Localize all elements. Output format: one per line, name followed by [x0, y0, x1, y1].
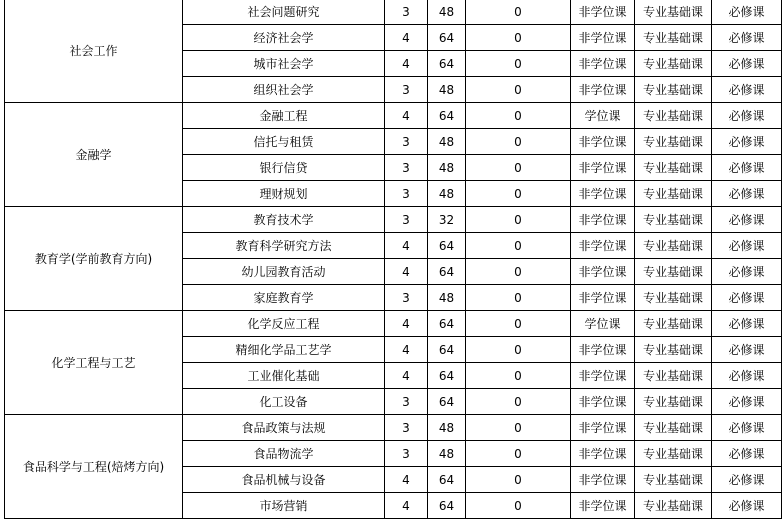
hours-cell: 64 — [428, 311, 466, 337]
requirement-cell: 必修课 — [712, 441, 782, 467]
requirement-cell: 必修课 — [712, 129, 782, 155]
major-name-cell: 社会工作 — [5, 0, 183, 103]
degree-type-cell: 非学位课 — [571, 415, 635, 441]
course-name-cell: 食品政策与法规 — [183, 415, 385, 441]
course-category-cell: 专业基础课 — [635, 51, 712, 77]
major-name-cell: 食品科学与工程(焙烤方向) — [5, 415, 183, 519]
degree-type-cell: 非学位课 — [571, 259, 635, 285]
degree-type-cell: 非学位课 — [571, 155, 635, 181]
requirement-cell: 必修课 — [712, 207, 782, 233]
course-category-cell: 专业基础课 — [635, 0, 712, 25]
credits-cell: 4 — [385, 25, 428, 51]
requirement-cell: 必修课 — [712, 389, 782, 415]
requirement-cell: 必修课 — [712, 51, 782, 77]
credits-cell: 4 — [385, 363, 428, 389]
degree-type-cell: 非学位课 — [571, 25, 635, 51]
course-category-cell: 专业基础课 — [635, 467, 712, 493]
course-name-cell: 化工设备 — [183, 389, 385, 415]
degree-type-cell: 非学位课 — [571, 493, 635, 519]
requirement-cell: 必修课 — [712, 155, 782, 181]
course-category-cell: 专业基础课 — [635, 207, 712, 233]
practice-hours-cell: 0 — [466, 207, 571, 233]
credits-cell: 3 — [385, 155, 428, 181]
credits-cell: 4 — [385, 233, 428, 259]
credits-cell: 4 — [385, 467, 428, 493]
practice-hours-cell: 0 — [466, 25, 571, 51]
credits-cell: 3 — [385, 77, 428, 103]
credits-cell: 3 — [385, 441, 428, 467]
hours-cell: 48 — [428, 0, 466, 25]
hours-cell: 64 — [428, 467, 466, 493]
course-category-cell: 专业基础课 — [635, 285, 712, 311]
hours-cell: 48 — [428, 77, 466, 103]
course-name-cell: 家庭教育学 — [183, 285, 385, 311]
practice-hours-cell: 0 — [466, 103, 571, 129]
major-name-cell: 教育学(学前教育方向) — [5, 207, 183, 311]
requirement-cell: 必修课 — [712, 181, 782, 207]
degree-type-cell: 非学位课 — [571, 51, 635, 77]
course-name-cell: 市场营销 — [183, 493, 385, 519]
course-name-cell: 经济社会学 — [183, 25, 385, 51]
hours-cell: 64 — [428, 337, 466, 363]
hours-cell: 64 — [428, 493, 466, 519]
course-category-cell: 专业基础课 — [635, 25, 712, 51]
credits-cell: 4 — [385, 311, 428, 337]
practice-hours-cell: 0 — [466, 441, 571, 467]
requirement-cell: 必修课 — [712, 285, 782, 311]
practice-hours-cell: 0 — [466, 77, 571, 103]
table-row — [5, 207, 782, 233]
course-name-cell: 教育技术学 — [183, 207, 385, 233]
credits-cell: 3 — [385, 129, 428, 155]
credits-cell: 3 — [385, 207, 428, 233]
course-name-cell: 组织社会学 — [183, 77, 385, 103]
hours-cell: 48 — [428, 415, 466, 441]
course-category-cell: 专业基础课 — [635, 441, 712, 467]
practice-hours-cell: 0 — [466, 285, 571, 311]
course-category-cell: 专业基础课 — [635, 233, 712, 259]
practice-hours-cell: 0 — [466, 129, 571, 155]
course-category-cell: 专业基础课 — [635, 415, 712, 441]
hours-cell: 32 — [428, 207, 466, 233]
requirement-cell: 必修课 — [712, 415, 782, 441]
course-name-cell: 食品物流学 — [183, 441, 385, 467]
hours-cell: 64 — [428, 259, 466, 285]
credits-cell: 3 — [385, 415, 428, 441]
course-category-cell: 专业基础课 — [635, 363, 712, 389]
course-category-cell: 专业基础课 — [635, 493, 712, 519]
hours-cell: 48 — [428, 441, 466, 467]
course-category-cell: 专业基础课 — [635, 181, 712, 207]
credits-cell: 3 — [385, 285, 428, 311]
course-name-cell: 城市社会学 — [183, 51, 385, 77]
credits-cell: 3 — [385, 0, 428, 25]
requirement-cell: 必修课 — [712, 493, 782, 519]
course-name-cell: 信托与租赁 — [183, 129, 385, 155]
practice-hours-cell: 0 — [466, 337, 571, 363]
course-name-cell: 幼儿园教育活动 — [183, 259, 385, 285]
practice-hours-cell: 0 — [466, 155, 571, 181]
practice-hours-cell: 0 — [466, 389, 571, 415]
degree-type-cell: 非学位课 — [571, 207, 635, 233]
requirement-cell: 必修课 — [712, 363, 782, 389]
course-name-cell: 食品机械与设备 — [183, 467, 385, 493]
course-category-cell: 专业基础课 — [635, 337, 712, 363]
course-name-cell: 银行信贷 — [183, 155, 385, 181]
degree-type-cell: 非学位课 — [571, 337, 635, 363]
table-row — [5, 415, 782, 441]
credits-cell: 4 — [385, 103, 428, 129]
course-category-cell: 专业基础课 — [635, 311, 712, 337]
hours-cell: 64 — [428, 233, 466, 259]
course-name-cell: 化学反应工程 — [183, 311, 385, 337]
degree-type-cell: 学位课 — [571, 311, 635, 337]
requirement-cell: 必修课 — [712, 77, 782, 103]
degree-type-cell: 非学位课 — [571, 77, 635, 103]
degree-type-cell: 非学位课 — [571, 181, 635, 207]
degree-type-cell: 非学位课 — [571, 363, 635, 389]
hours-cell: 64 — [428, 363, 466, 389]
course-name-cell: 理财规划 — [183, 181, 385, 207]
requirement-cell: 必修课 — [712, 337, 782, 363]
degree-type-cell: 非学位课 — [571, 0, 635, 25]
credits-cell: 3 — [385, 389, 428, 415]
course-category-cell: 专业基础课 — [635, 129, 712, 155]
credits-cell: 4 — [385, 337, 428, 363]
hours-cell: 64 — [428, 103, 466, 129]
requirement-cell: 必修课 — [712, 311, 782, 337]
course-name-cell: 教育科学研究方法 — [183, 233, 385, 259]
practice-hours-cell: 0 — [466, 415, 571, 441]
major-name-cell: 化学工程与工艺 — [5, 311, 183, 415]
table-row — [5, 103, 782, 129]
course-category-cell: 专业基础课 — [635, 155, 712, 181]
requirement-cell: 必修课 — [712, 467, 782, 493]
requirement-cell: 必修课 — [712, 103, 782, 129]
requirement-cell: 必修课 — [712, 259, 782, 285]
credits-cell: 4 — [385, 51, 428, 77]
hours-cell: 64 — [428, 51, 466, 77]
course-table-body — [5, 0, 782, 519]
degree-type-cell: 非学位课 — [571, 389, 635, 415]
hours-cell: 48 — [428, 181, 466, 207]
practice-hours-cell: 0 — [466, 51, 571, 77]
requirement-cell: 必修课 — [712, 233, 782, 259]
degree-type-cell: 非学位课 — [571, 467, 635, 493]
course-name-cell: 金融工程 — [183, 103, 385, 129]
hours-cell: 64 — [428, 25, 466, 51]
degree-type-cell: 学位课 — [571, 103, 635, 129]
hours-cell: 48 — [428, 129, 466, 155]
practice-hours-cell: 0 — [466, 233, 571, 259]
hours-cell: 64 — [428, 389, 466, 415]
degree-type-cell: 非学位课 — [571, 441, 635, 467]
course-name-cell: 工业催化基础 — [183, 363, 385, 389]
course-name-cell: 精细化学品工艺学 — [183, 337, 385, 363]
credits-cell: 4 — [385, 259, 428, 285]
credits-cell: 4 — [385, 493, 428, 519]
requirement-cell: 必修课 — [712, 0, 782, 25]
practice-hours-cell: 0 — [466, 493, 571, 519]
table-row — [5, 0, 782, 25]
degree-type-cell: 非学位课 — [571, 285, 635, 311]
practice-hours-cell: 0 — [466, 0, 571, 25]
degree-type-cell: 非学位课 — [571, 129, 635, 155]
course-name-cell: 社会问题研究 — [183, 0, 385, 25]
practice-hours-cell: 0 — [466, 181, 571, 207]
practice-hours-cell: 0 — [466, 311, 571, 337]
hours-cell: 48 — [428, 285, 466, 311]
course-table — [4, 0, 782, 519]
course-category-cell: 专业基础课 — [635, 259, 712, 285]
degree-type-cell: 非学位课 — [571, 233, 635, 259]
requirement-cell: 必修课 — [712, 25, 782, 51]
practice-hours-cell: 0 — [466, 363, 571, 389]
course-category-cell: 专业基础课 — [635, 389, 712, 415]
hours-cell: 48 — [428, 155, 466, 181]
table-row — [5, 311, 782, 337]
course-category-cell: 专业基础课 — [635, 103, 712, 129]
practice-hours-cell: 0 — [466, 259, 571, 285]
major-name-cell: 金融学 — [5, 103, 183, 207]
credits-cell: 3 — [385, 181, 428, 207]
practice-hours-cell: 0 — [466, 467, 571, 493]
course-category-cell: 专业基础课 — [635, 77, 712, 103]
